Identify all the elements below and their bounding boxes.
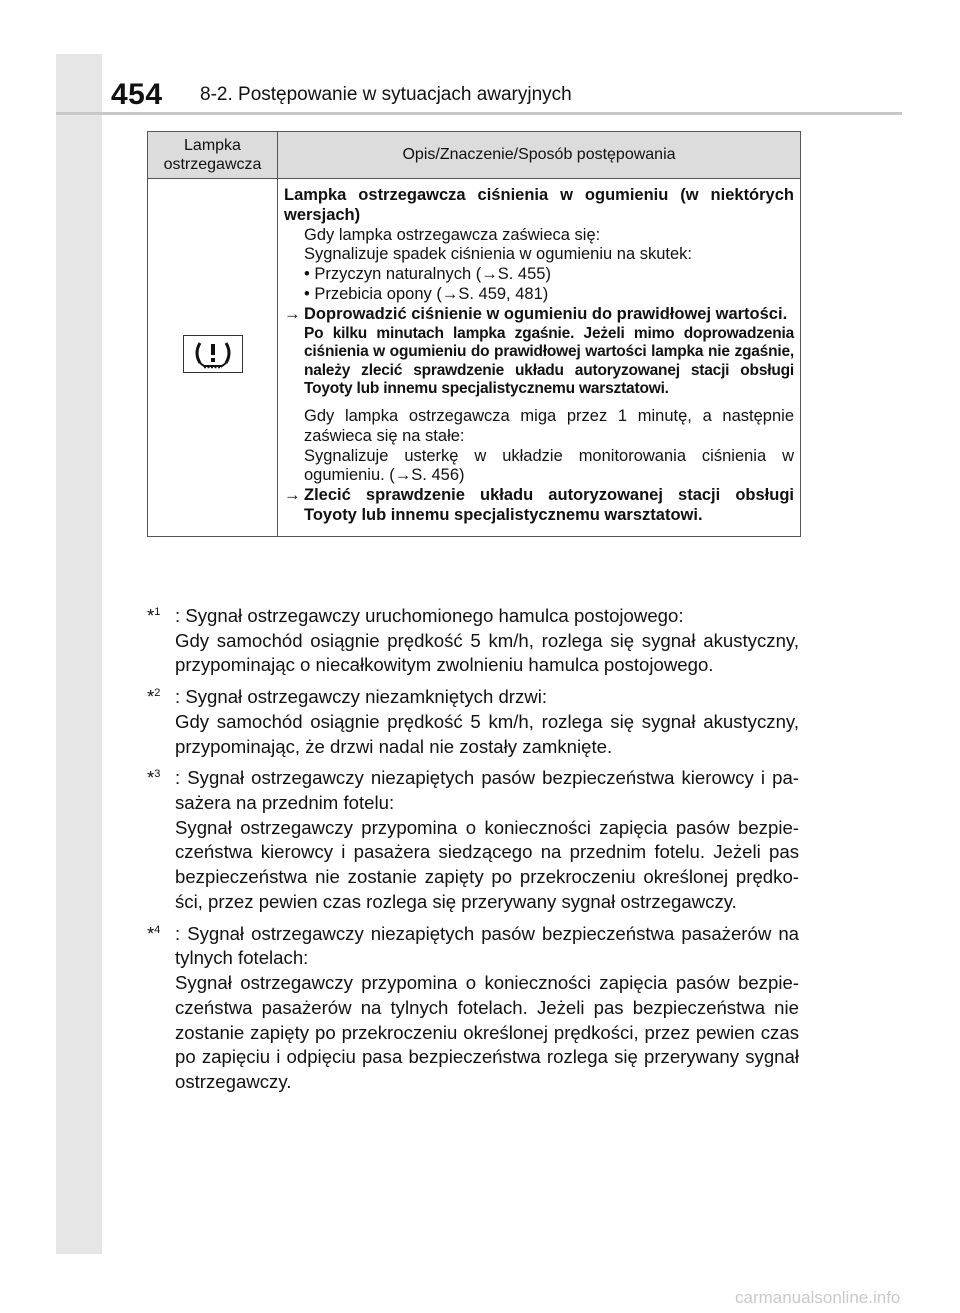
footnote-text: Sygnał ostrzegawczy przypomina o konieczności zapięcia pasów bezpieczeństwa pasażerów na tylnych fotelach. Jeżeli pas bezpieczeństwa nie zostanie zapięty po przekroczeniu określonej prędkości, przez pewien czas po zapięciu i odpięciu pasa bezpieczeństwa rozlega się przerywany sygnał ostrzegawczy. [175,972,799,1092]
footnote [147,604,799,678]
footnote-mark: *$^4$ [147,922,161,944]
action-text: Doprowadzić ciśnienie w ogumieniu do prawidłowej wartości. [304,304,788,323]
bullet-item: • Przyczyn naturalnych (→S. 455) [304,265,551,284]
table-row [148,179,801,537]
watermark: carmanualsonline.info [735,1288,901,1307]
description-line: Gdy lampka ostrzegawcza miga przez 1 minutę, a następnie zaświeca się na stałe: [304,406,794,445]
section-title: 8-2. Postępowanie w sytuacjach awaryjnych [200,84,572,105]
warning-lamp-table [147,131,801,537]
column-header-lamp: Lampka ostrzegawcza [148,132,278,179]
header-divider [56,112,902,115]
icon-cell [148,179,278,537]
description-line: Gdy lampka ostrzegawcza zaświeca się: [304,225,601,244]
column-header-description: Opis/Znaczenie/Sposób postępowania [278,132,801,179]
arrow-icon: → [284,486,301,505]
footnote-title: : Sygnał ostrzegawczy niezapiętych pasów bezpieczeństwa pasażerów na tylnych fotelach: [175,922,799,969]
footnote-mark: *$^2$ [147,686,161,708]
footnote-text: Gdy samochód osiągnie prędkość 5 km/h, rozlega się sygnał akustyczny, przypominając, że drzwi nadal nie zostały zamknięte. [175,710,799,757]
action-item [284,305,794,325]
footnote-title: : Sygnał ostrzegawczy niezapiętych pasów bezpieczeństwa kierowcy i pasażera na przednim fotelu: [175,767,799,814]
table-header-row [148,132,801,179]
description-line: Sygnalizuje spadek ciśnienia w ogumieniu na skutek: [304,245,692,264]
action-text: Zlecić sprawdzenie układu autoryzowanej stacji obsługi Toyoty lub innemu specjalistycznemu warsztatowi. [304,486,794,524]
footnote-title: : Sygnał ostrzegawczy niezamkniętych drzwi: [175,686,548,708]
footnote-title: : Sygnał ostrzegawczy uruchomionego hamulca postojowego: [175,605,684,626]
arrow-icon: → [284,304,301,323]
footnote [147,766,799,914]
footnote-mark: *$^3$ [147,767,161,789]
footnote-mark: *$^1$ [147,605,161,626]
description-line: Sygnalizuje usterkę w układzie monitorowania ciśnienia w ogumieniu. (→S. 456) [304,446,794,485]
action-detail: Po kilku minutach lampka zgaśnie. Jeżeli mimo doprowadzenia ciśnienia w ogumieniu do prawidłowej wartości lampka nie zgaśnie, należy zlecić sprawdzenie układu autoryzowanej stacji obsługi Toyoty lub innemu specjalistycznemu warsztatowi. [304,324,794,398]
action-item [284,486,794,526]
side-tab-strip [56,54,102,1254]
page-number: 454 [111,78,163,111]
footnotes [147,604,799,1102]
tire-pressure-warning-icon [183,335,243,373]
lamp-title: Lampka ostrzegawcza ciśnienia w ogumieniu (w niektórych wersjach) [284,186,794,224]
footnote [147,685,799,759]
footnote-text: Sygnał ostrzegawczy przypomina o konieczności zapięcia pasów bezpieczeństwa kierowcy i pasażera siedzącego na przednim fotelu. Jeżeli pas bezpieczeństwa nie zostanie zapięty po przekroczeniu określonej prędkości, przez pewien czas rozlega się przerywany sygnał ostrzegawczy. [175,816,799,912]
footnote-text: Gdy samochód osiągnie prędkość 5 km/h, rozlega się sygnał akustyczny, przypominając o niecałkowitym zwolnieniu hamulca postojowego. [175,629,799,676]
description-cell [278,179,801,537]
footnote [147,922,799,1095]
bullet-item: • Przebicia opony (→S. 459, 481) [304,284,549,303]
